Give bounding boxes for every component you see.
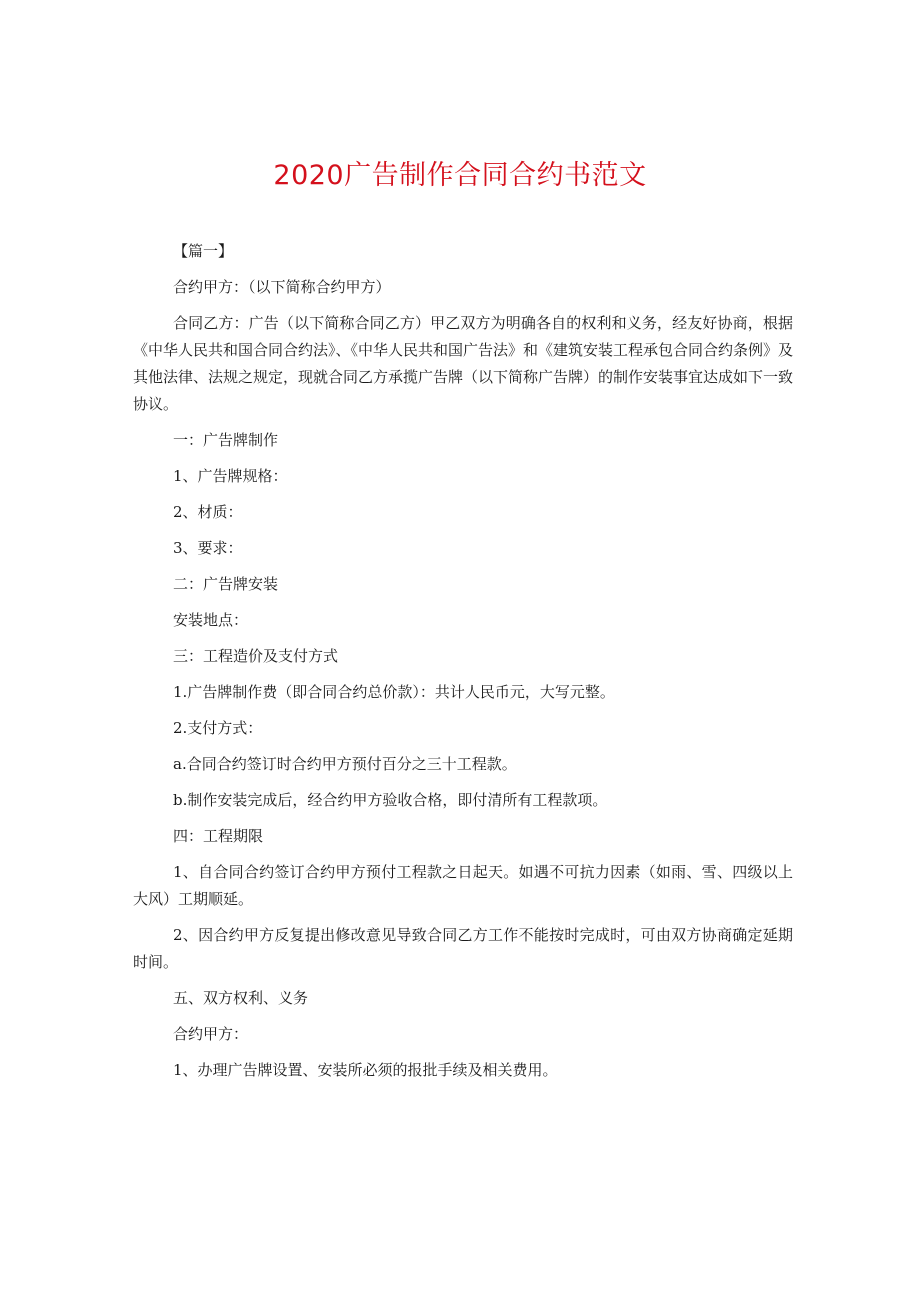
- document-body: [133, 238, 793, 1093]
- document-title: 2020广告制作合同合约书范文: [273, 160, 647, 191]
- party-b-intro-paragraph: 合同乙方：广告（以下简称合同乙方）甲乙双方为明确各自的权利和义务，经友好协商，根据《中华人民共和国合同合约法》、《中华人民共和国广告法》和《建筑安装工程承包合同合约条例》及其他法律、法规之规定，现就合同乙方承揽广告牌（以下简称广告牌）的制作安装事宜达成如下一致协议。: [133, 314, 794, 413]
- party-a-line: 合约甲方：（以下简称合约甲方）: [173, 278, 391, 296]
- item-payment-method: 2.支付方式：: [173, 719, 263, 737]
- item-material: 2、材质：: [173, 503, 243, 521]
- party-a-label: 合约甲方：: [173, 1025, 249, 1043]
- heading-rights-obligations: 五、双方权利、义务: [173, 989, 309, 1007]
- heading-project-period: 四：工程期限: [173, 827, 264, 845]
- item-requirements: 3、要求：: [173, 539, 243, 557]
- item-party-a-duty-1: 1、办理广告牌设置、安装所必须的报批手续及相关费用。: [173, 1061, 558, 1079]
- item-billboard-spec: 1、广告牌规格：: [173, 467, 288, 485]
- heading-billboard-installation: 二：广告牌安装: [173, 575, 279, 593]
- item-period-1: 1、自合同合约签订合约甲方预付工程款之日起天。如遇不可抗力因素（如雨、雪、四级以上大风）工期顺延。: [133, 863, 793, 908]
- heading-cost-and-payment: 三：工程造价及支付方式: [173, 647, 339, 665]
- item-production-fee: 1.广告牌制作费（即合同合约总价款）：共计人民币元，大写元整。: [173, 683, 615, 701]
- heading-billboard-production: 一：广告牌制作: [173, 431, 279, 449]
- item-payment-a: a.合同合约签订时合约甲方预付百分之三十工程款。: [173, 755, 517, 773]
- item-install-location: 安装地点：: [173, 611, 249, 629]
- item-period-2: 2、因合约甲方反复提出修改意见导致合同乙方工作不能按时完成时，可由双方协商确定延期时间。: [133, 926, 793, 971]
- section-label-part-one: 【篇一】: [173, 242, 234, 260]
- item-payment-b: b.制作安装完成后，经合约甲方验收合格，即付清所有工程款项。: [173, 791, 608, 809]
